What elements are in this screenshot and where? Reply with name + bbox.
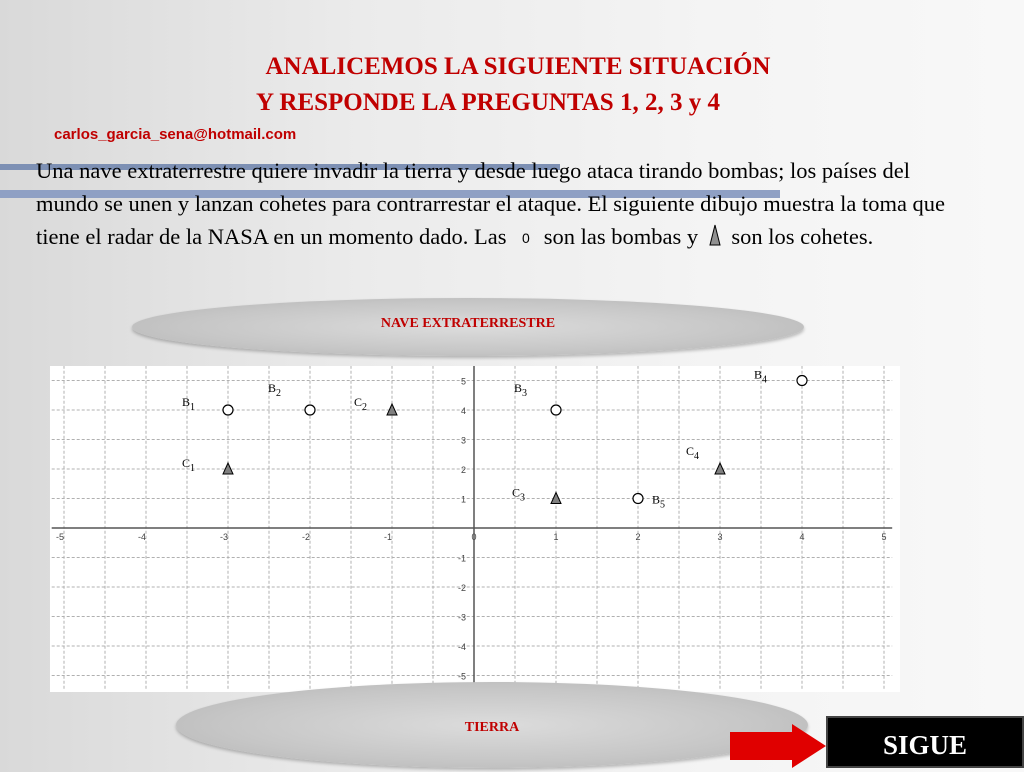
bomb-point <box>223 405 233 415</box>
point-label: $B_1$ <box>182 395 196 413</box>
rocket-icon <box>704 221 726 256</box>
point-label: $C_1$ <box>182 456 196 474</box>
x-tick-label: 2 <box>635 532 641 542</box>
spaceship-ellipse <box>132 298 804 356</box>
bomb-point <box>305 405 315 415</box>
point-label: $C_2$ <box>354 395 368 413</box>
next-button[interactable]: SIGUE <box>826 716 1024 768</box>
arrow-right-icon[interactable] <box>730 724 826 768</box>
x-tick-label: 3 <box>717 532 723 542</box>
y-tick-label: -1 <box>457 553 466 564</box>
title-line-2: Y RESPONDE LA PREGUNTAS 1, 2, 3 y 4 <box>256 89 720 116</box>
y-tick-label: -2 <box>457 583 466 593</box>
intro-text-3: son los cohetes. <box>725 224 874 249</box>
y-tick-label: 5 <box>460 376 466 387</box>
x-tick-label: -2 <box>301 532 311 542</box>
y-tick-label: 4 <box>460 406 466 416</box>
bomb-point <box>797 376 807 386</box>
y-tick-label: -3 <box>457 612 466 623</box>
x-tick-label: -4 <box>137 532 147 542</box>
point-label: $C_3$ <box>512 485 526 504</box>
intro-paragraph <box>36 154 966 256</box>
y-tick-label: 3 <box>460 435 466 446</box>
radar-chart <box>50 366 900 692</box>
x-tick-label: -1 <box>383 532 393 542</box>
earth-ellipse <box>176 682 808 768</box>
bomb-point <box>633 494 643 504</box>
author-email: carlos_garcia_sena@hotmail.com <box>54 126 297 143</box>
point-label: $B_2$ <box>268 381 282 399</box>
intro-text-1: Una nave extraterrestre quiere invadir la tierra y desde luego ataca tirando bombas; los países del mundo se unen y lanzan cohetes para contrarrestar el ataque. El siguiente dibujo muestra la toma que tiene el radar de la NASA en un momento dado. Las <box>36 158 951 249</box>
x-tick-label: 4 <box>799 532 805 542</box>
y-tick-label: -4 <box>457 642 466 652</box>
title-line-1: ANALICEMOS LA SIGUIENTE SITUACIÓN <box>265 53 771 80</box>
x-tick-label: -3 <box>219 532 229 542</box>
spaceship-label: NAVE EXTRATERRESTRE <box>380 316 556 331</box>
bomb-icon <box>512 222 538 255</box>
bomb-point <box>551 405 561 415</box>
chart-background <box>50 366 900 692</box>
intro-text-2: son las bombas y <box>538 224 704 249</box>
x-tick-label: 5 <box>881 532 887 542</box>
point-label: $B_4$ <box>754 367 768 386</box>
earth-label: TIERRA <box>464 720 520 735</box>
y-tick-label: 1 <box>460 494 466 505</box>
point-label: $B_3$ <box>514 381 528 399</box>
point-label: $C_4$ <box>686 444 700 462</box>
y-tick-label: -5 <box>457 671 466 682</box>
x-tick-label: 1 <box>553 532 559 542</box>
x-tick-label: -5 <box>55 532 65 542</box>
y-tick-label: 2 <box>460 465 466 475</box>
point-label: $B_5$ <box>652 492 666 511</box>
bomb-symbol: 0 <box>522 230 530 247</box>
x-tick-label: 0 <box>471 532 477 542</box>
